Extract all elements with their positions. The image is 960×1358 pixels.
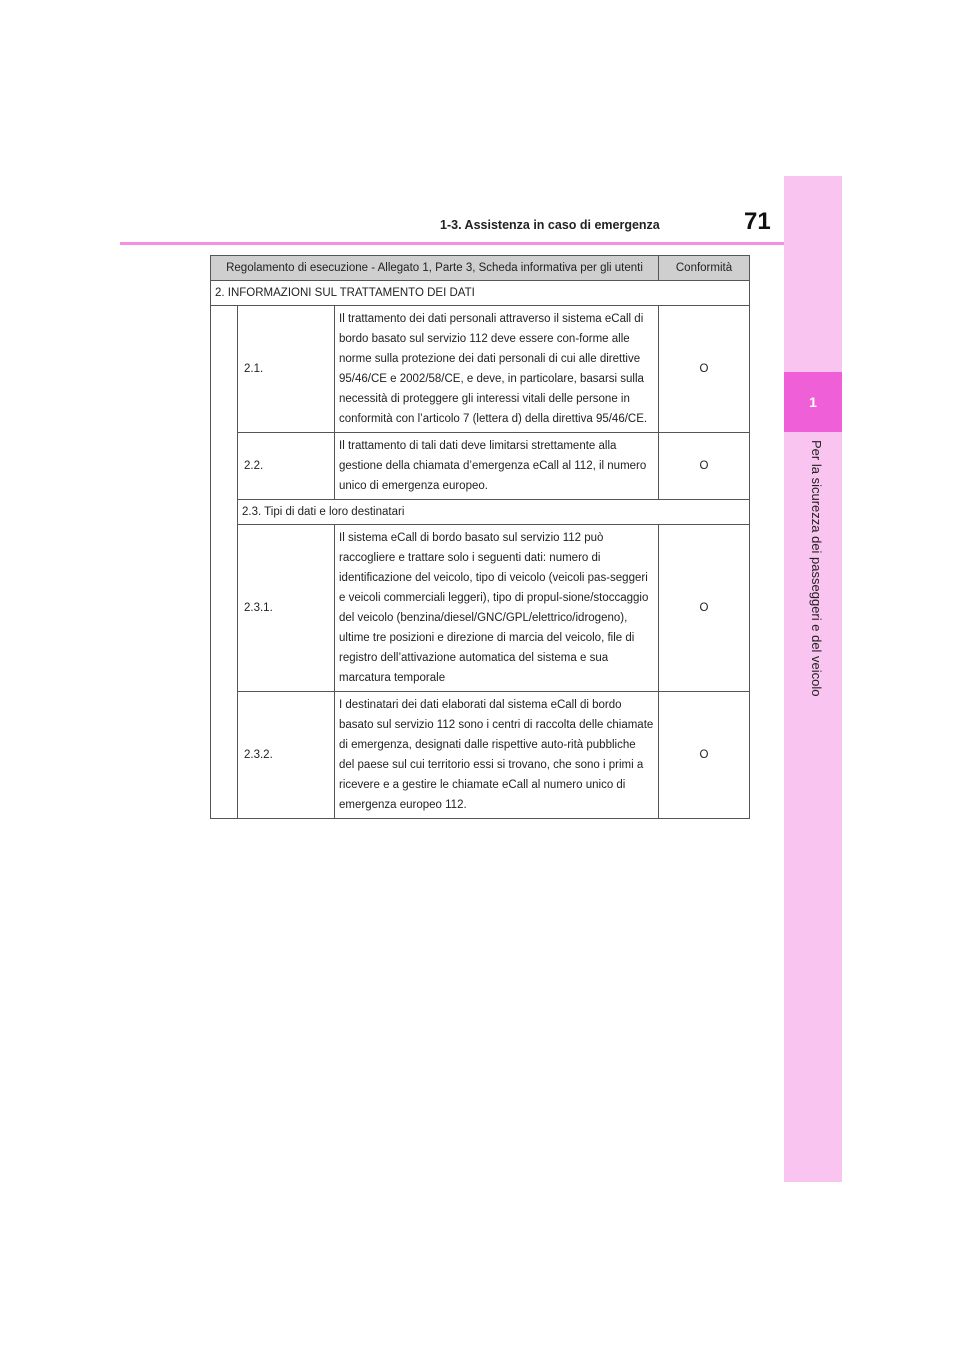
table-row <box>211 692 750 819</box>
row-conformity: O <box>659 306 750 433</box>
section-row <box>211 281 750 306</box>
user-information-table <box>210 255 750 819</box>
section-title: 1-3. Assistenza in caso di emergenza <box>440 218 660 232</box>
section-2-title: 2. INFORMAZIONI SUL TRATTAMENTO DEI DATI <box>211 281 750 306</box>
page-number: 71 <box>744 208 771 235</box>
section-2-3-title: 2.3. Tipi di dati e loro destinatari <box>238 500 750 525</box>
table-row <box>211 306 750 433</box>
header-divider <box>120 242 784 245</box>
row-text: I destinatari dei dati elaborati dal sistema eCall di bordo basato sul servizio 112 sono i centri di raccolta delle chiamate di emergenza, designati dalle rispettive auto-rità pubbliche del paese sul cui territorio essi si trovano, che sono i primi a ricevere e a gestire le chiamate eCall al numero unico di emergenza europeo 112. <box>335 692 659 819</box>
row-number: 2.1. <box>238 306 335 433</box>
row-text: Il trattamento di tali dati deve limitarsi strettamente alla gestione della chiamata d’emergenza eCall al 112, il numero unico di emergenza europeo. <box>335 433 659 500</box>
row-text: Il sistema eCall di bordo basato sul servizio 112 può raccogliere e trattare solo i seguenti dati: numero di identificazione del veicolo, tipo di veicolo (veicoli pas-seggeri e veicoli commerciali leggeri), tipo di propul-sione/stoccaggio del veicolo (benzina/diesel/GNC/GPL/elettrico/idrogeno), ultime tre posizioni e direzione di marcia del veicolo, file di registro dell’attivazione automatica del sistema e sua marcatura temporale <box>335 525 659 692</box>
chapter-number: 1 <box>784 372 842 432</box>
subsection-row <box>211 500 750 525</box>
row-number: 2.2. <box>238 433 335 500</box>
row-conformity: O <box>659 692 750 819</box>
table-row <box>211 525 750 692</box>
header-regulation: Regolamento di esecuzione - Allegato 1, Parte 3, Scheda informativa per gli utenti <box>211 256 659 281</box>
row-number: 2.3.2. <box>238 692 335 819</box>
row-number: 2.3.1. <box>238 525 335 692</box>
indent-cell <box>211 306 238 819</box>
header-conformity: Conformità <box>659 256 750 281</box>
table-header-row <box>211 256 750 281</box>
row-conformity: O <box>659 433 750 500</box>
row-text: Il trattamento dei dati personali attraverso il sistema eCall di bordo basato sul servizio 112 deve essere con-forme alle norme sulla protezione dei dati personali di cui alle direttive 95/46/CE e 2002/58/CE, e deve, in particolare, basarsi sulla necessità di proteggere gli interessi vitali delle persone in conformità con l’articolo 7 (lettera d) della direttiva 95/46/CE. <box>335 306 659 433</box>
chapter-title: Per la sicurezza dei passeggeri e del veicolo <box>809 440 824 697</box>
table-row <box>211 433 750 500</box>
row-conformity: O <box>659 525 750 692</box>
